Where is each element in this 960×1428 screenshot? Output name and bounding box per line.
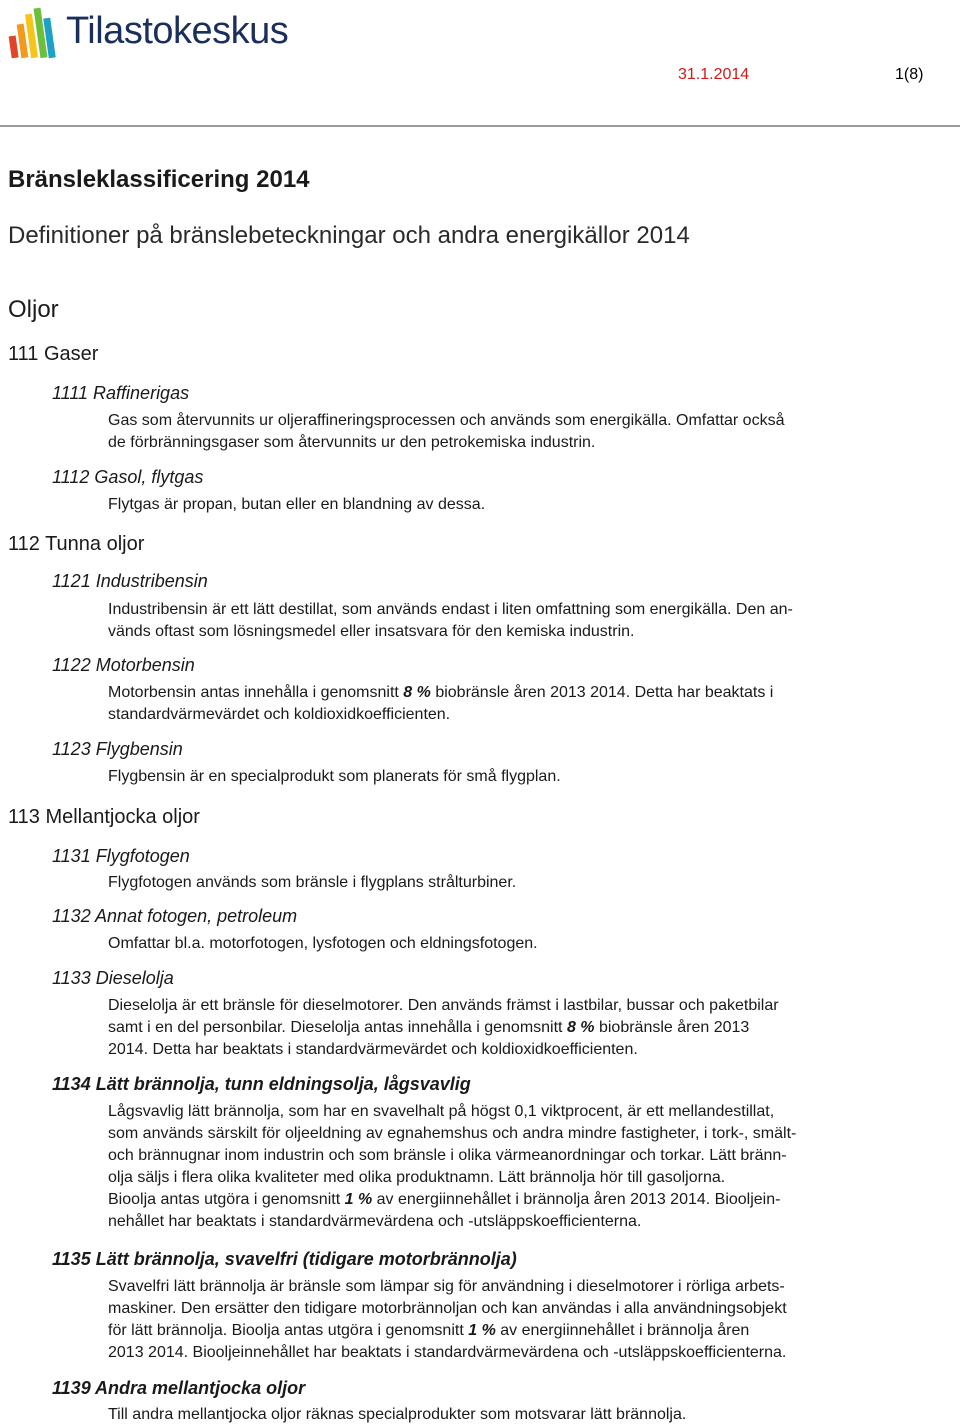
fuel-description <box>108 1101 796 1233</box>
desc-line: vänds oftast som lösningsmedel eller insatsvara för den kemiska industrin. <box>108 623 635 640</box>
desc-line: de förbränningsgaser som återvunnits ur den petrokemiska industrin. <box>108 434 596 451</box>
desc-line: Omfattar bl.a. motorfotogen, lysfotogen och eldningsfotogen. <box>108 935 538 952</box>
desc-line: Dieselolja är ett bränsle för dieselmotorer. Den används främst i lastbilar, bussar och paketbilar <box>108 997 779 1014</box>
desc-line: 2014. Detta har beaktats i standardvärmevärdet och koldioxidkoefficienten. <box>108 1041 638 1058</box>
desc-line: Svavelfri lätt brännolja är bränsle som lämpar sig för användning i dieselmotorer i rörliga arbets- <box>108 1278 785 1295</box>
desc-line: för lätt brännolja. Bioolja antas utgöra i genomsnitt 1 % av energiinnehållet i brännolja åren <box>108 1322 750 1339</box>
fuel-code-heading: 1122 Motorbensin <box>52 655 195 675</box>
desc-line: Flytgas är propan, butan eller en blandning av dessa. <box>108 496 486 513</box>
desc-line: Flygfotogen används som bränsle i flygplans strålturbiner. <box>108 874 517 891</box>
tilastokeskus-logo <box>8 6 298 62</box>
page-subtitle: Definitioner på bränslebeteckningar och andra energikällor 2014 <box>8 222 690 249</box>
fuel-description <box>108 1276 787 1364</box>
desc-line: maskiner. Den ersätter den tidigare motorbrännoljan och kan användas i alla användningsobjekt <box>108 1300 787 1317</box>
fuel-code-heading: 1111 Raffinerigas <box>52 383 190 403</box>
fuel-code-heading: 1112 Gasol, flytgas <box>52 467 204 487</box>
desc-line: Industribensin är ett lätt destillat, som används endast i liten omfattning som energikälla. Den an- <box>108 601 793 618</box>
fuel-description <box>108 494 485 516</box>
page-title: Bränsleklassificering 2014 <box>8 166 310 193</box>
fuel-description <box>108 1404 686 1426</box>
desc-line: olja säljs i flera olika kvaliteter med olika produktnamn. Lätt brännolja hör till gasoljorna. <box>108 1169 726 1186</box>
desc-line: Gas som återvunnits ur oljeraffineringsprocessen och används som energikälla. Omfattar också <box>108 412 785 429</box>
desc-line: nehållet har beaktats i standardvärmevärdena och -utsläppskoefficienterna. <box>108 1213 642 1230</box>
page-number: 1(8) <box>895 66 924 83</box>
fuel-code-heading: 1131 Flygfotogen <box>52 846 190 866</box>
desc-line: samt i en del personbilar. Dieselolja antas innehålla i genomsnitt 8 % biobränsle åren 2013 <box>108 1019 750 1036</box>
desc-line: och brännugnar inom industrin och som bränsle i olika värmeanordningar och torkar. Lätt bränn- <box>108 1147 787 1164</box>
emphasis-value: 1 % <box>344 1191 373 1208</box>
fuel-code-heading: 1135 Lätt brännolja, svavelfri (tidigare motorbrännolja) <box>52 1249 517 1269</box>
emphasis-value: 1 % <box>468 1322 496 1339</box>
fuel-description <box>108 682 773 726</box>
emphasis-value: 8 % <box>566 1019 595 1036</box>
fuel-description <box>108 766 561 788</box>
fuel-code-heading: 1121 Industribensin <box>52 571 208 591</box>
logo-wordmark: Tilastokeskus <box>66 10 289 52</box>
group-heading: 111 Gaser <box>8 343 99 365</box>
fuel-code-heading: 1134 Lätt brännolja, tunn eldningsolja, lågsvavlig <box>52 1074 471 1094</box>
section-heading: Oljor <box>8 296 59 323</box>
fuel-code-heading: 1132 Annat fotogen, petroleum <box>52 906 298 926</box>
fuel-code-heading: 1139 Andra mellantjocka oljor <box>52 1378 306 1398</box>
desc-line: som används särskilt för oljeeldning av egnahemshus och andra mindre fastigheter, i tork-, smält- <box>108 1125 797 1142</box>
desc-line: Flygbensin är en specialprodukt som planerats för små flygplan. <box>108 768 561 785</box>
fuel-description <box>108 599 793 643</box>
desc-line: Motorbensin antas innehålla i genomsnitt 8 % biobränsle åren 2013 2014. Detta har beaktats i <box>108 684 774 701</box>
desc-line: 2013 2014. Biooljeinnehållet har beaktats i standardvärmevärdena och -utsläppskoefficienterna. <box>108 1344 787 1361</box>
fuel-description <box>108 933 538 955</box>
desc-line: standardvärmevärdet och koldioxidkoefficienten. <box>108 706 451 723</box>
fuel-code-heading: 1123 Flygbensin <box>52 739 183 759</box>
logo-bars-icon <box>8 6 64 62</box>
desc-line: Till andra mellantjocka oljor räknas specialprodukter som motsvarar lätt brännolja. <box>108 1406 687 1423</box>
desc-line: Bioolja antas utgöra i genomsnitt 1 % av energiinnehållet i brännolja åren 2013 2014. Biooljein- <box>108 1191 781 1208</box>
group-heading: 112 Tunna oljor <box>8 533 145 555</box>
fuel-description <box>108 410 784 454</box>
emphasis-value: 8 % <box>403 684 431 701</box>
fuel-code-heading: 1133 Dieselolja <box>52 968 174 988</box>
fuel-description <box>108 995 779 1061</box>
fuel-description <box>108 872 516 894</box>
desc-line: Lågsvavlig lätt brännolja, som har en svavelhalt på högst 0,1 viktprocent, är ett mellandestillat, <box>108 1103 775 1120</box>
header-divider <box>0 125 960 127</box>
document-date: 31.1.2014 <box>678 66 750 83</box>
group-heading: 113 Mellantjocka oljor <box>8 806 200 828</box>
